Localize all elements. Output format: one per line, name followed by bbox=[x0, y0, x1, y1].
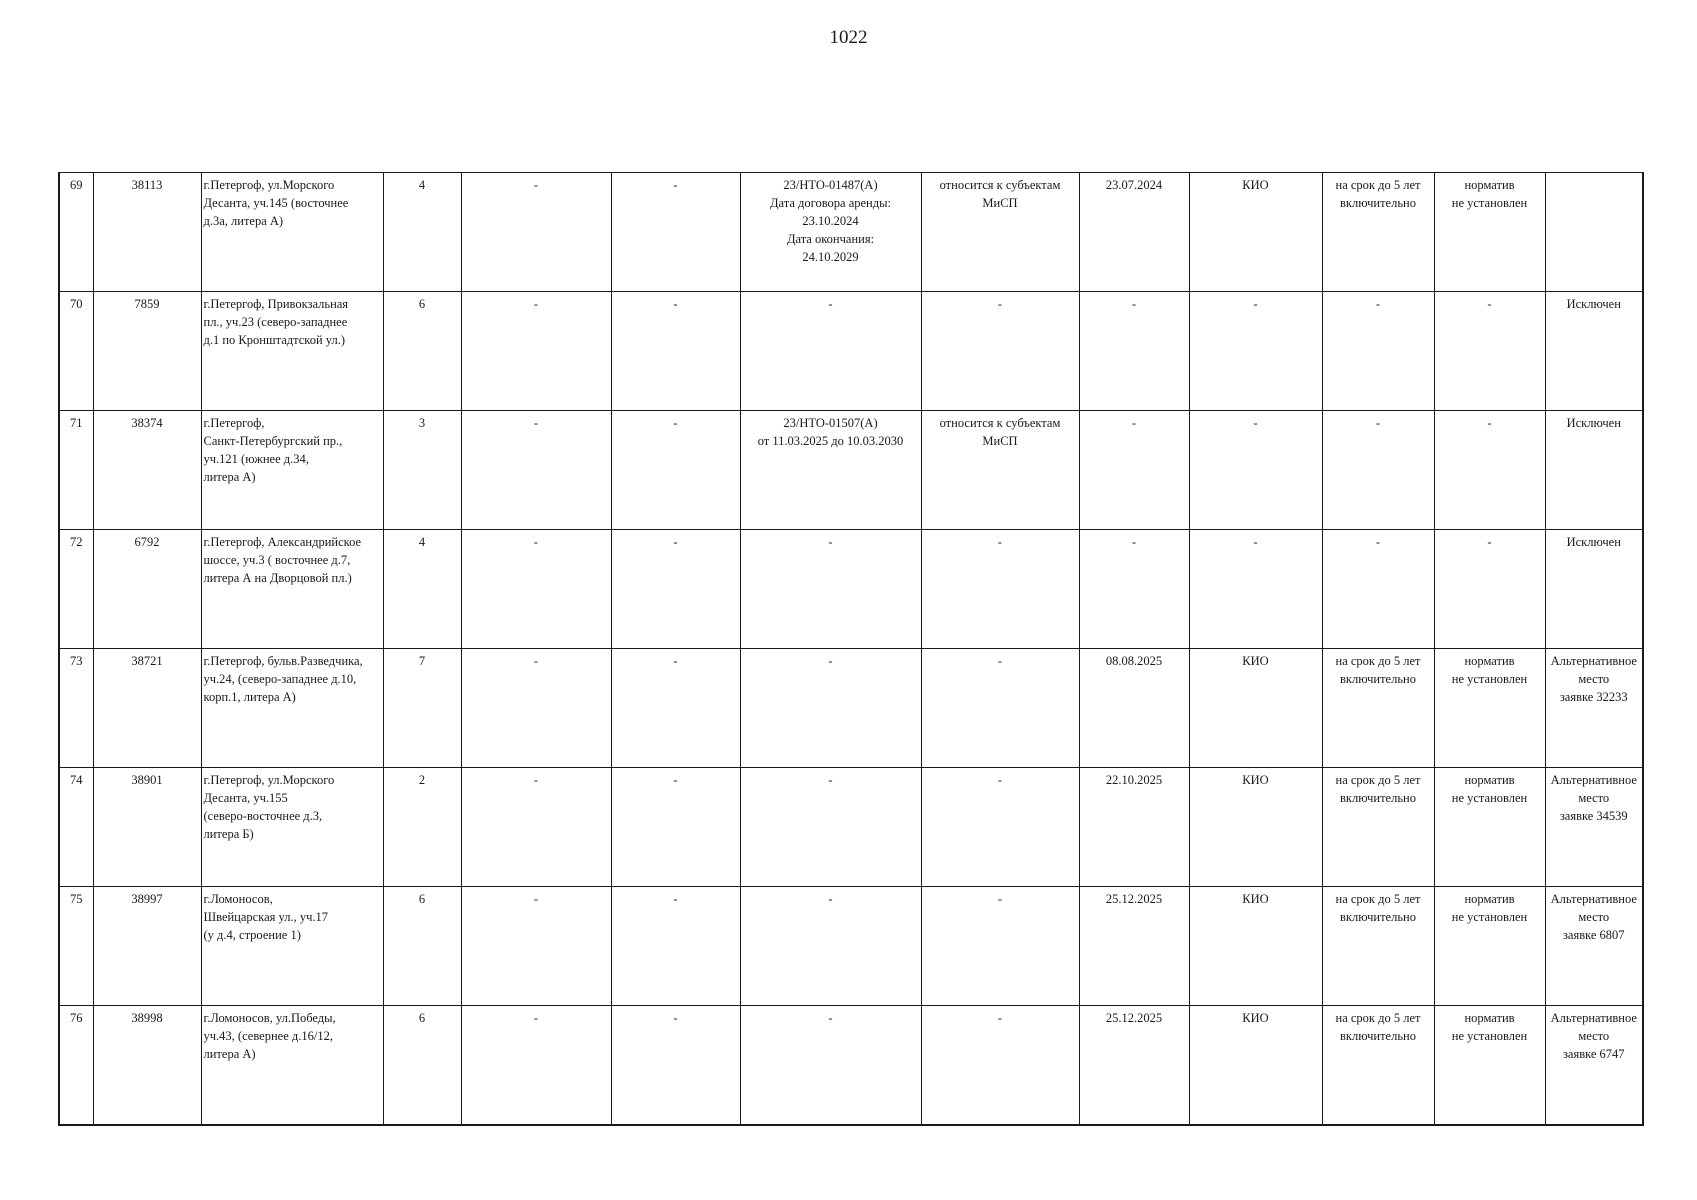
note-line: заявке 6747 bbox=[1562, 1047, 1625, 1061]
contract-line: 23/НТО-01487(А) bbox=[783, 178, 878, 192]
date-cell: 25.12.2025 bbox=[1079, 1006, 1189, 1126]
address-line: литера А на Дворцовой пл.) bbox=[203, 571, 352, 585]
norm-line: - bbox=[1487, 297, 1492, 311]
organization-cell: КИО bbox=[1189, 768, 1322, 887]
address-cell bbox=[201, 1006, 383, 1126]
norm-line: не установлен bbox=[1451, 1029, 1528, 1043]
note-line: место bbox=[1578, 791, 1610, 805]
address-line: корп.1, литера А) bbox=[203, 690, 296, 704]
address-line: г.Петергоф, ул.Морского bbox=[203, 178, 335, 192]
contract-line: - bbox=[828, 773, 833, 787]
contract-cell bbox=[740, 173, 921, 292]
address-line: Санкт-Петербургский пр., bbox=[203, 434, 343, 448]
note-line: место bbox=[1578, 910, 1610, 924]
date-cell: 23.07.2024 bbox=[1079, 173, 1189, 292]
contract-line: - bbox=[828, 535, 833, 549]
term-line: на срок до 5 лет bbox=[1335, 654, 1421, 668]
note-line: заявке 34539 bbox=[1559, 809, 1628, 823]
object-id-cell: 7859 bbox=[93, 292, 201, 411]
smsp-line: - bbox=[997, 297, 1003, 311]
term-cell bbox=[1322, 887, 1434, 1006]
table-row bbox=[59, 1006, 1643, 1126]
smsp-line: - bbox=[997, 892, 1003, 906]
quantity-cell: 3 bbox=[383, 411, 461, 530]
contract-line: - bbox=[828, 297, 833, 311]
quantity-cell: 7 bbox=[383, 649, 461, 768]
norm-line: норматив bbox=[1464, 1011, 1515, 1025]
term-cell bbox=[1322, 1006, 1434, 1126]
object-id-cell: 38997 bbox=[93, 887, 201, 1006]
object-id-cell: 6792 bbox=[93, 530, 201, 649]
col6-cell: - bbox=[611, 1006, 740, 1126]
col5-cell: - bbox=[461, 887, 611, 1006]
contract-line: 23.10.2024 bbox=[802, 214, 859, 228]
row-number-cell: 73 bbox=[59, 649, 93, 768]
note-line: заявке 32233 bbox=[1559, 690, 1628, 704]
address-line: г.Ломоносов, bbox=[203, 892, 273, 906]
quantity-cell: 2 bbox=[383, 768, 461, 887]
address-line: г.Петергоф, Александрийское bbox=[203, 535, 362, 549]
note-cell bbox=[1545, 173, 1643, 292]
address-cell bbox=[201, 173, 383, 292]
term-line: включительно bbox=[1340, 196, 1416, 210]
term-line: на срок до 5 лет bbox=[1335, 773, 1421, 787]
note-line: место bbox=[1578, 1029, 1610, 1043]
object-id-cell: 38901 bbox=[93, 768, 201, 887]
date-cell: - bbox=[1079, 530, 1189, 649]
contract-line: - bbox=[828, 654, 833, 668]
table-row bbox=[59, 887, 1643, 1006]
norm-line: норматив bbox=[1464, 773, 1515, 787]
row-number-cell: 71 bbox=[59, 411, 93, 530]
note-cell bbox=[1545, 530, 1643, 649]
contract-line: 23/НТО-01507(А) bbox=[783, 416, 878, 430]
smsp-line: - bbox=[997, 1011, 1003, 1025]
contract-cell bbox=[740, 649, 921, 768]
quantity-cell: 4 bbox=[383, 530, 461, 649]
address-line: пл., уч.23 (северо-западнее bbox=[203, 315, 348, 329]
term-line: на срок до 5 лет bbox=[1335, 178, 1421, 192]
note-line: место bbox=[1578, 672, 1610, 686]
row-number-cell: 75 bbox=[59, 887, 93, 1006]
norm-cell bbox=[1434, 292, 1545, 411]
norm-line: - bbox=[1487, 416, 1492, 430]
smsp-cell bbox=[921, 173, 1079, 292]
term-cell bbox=[1322, 649, 1434, 768]
note-line: Альтернативное bbox=[1550, 1011, 1637, 1025]
address-line: (у д.4, строение 1) bbox=[203, 928, 301, 942]
object-id-cell: 38374 bbox=[93, 411, 201, 530]
organization-cell: КИО bbox=[1189, 887, 1322, 1006]
contract-line: Дата договора аренды: bbox=[770, 196, 891, 210]
contract-cell bbox=[740, 530, 921, 649]
col6-cell: - bbox=[611, 649, 740, 768]
table-row bbox=[59, 411, 1643, 530]
note-cell bbox=[1545, 768, 1643, 887]
col6-cell: - bbox=[611, 292, 740, 411]
smsp-cell bbox=[921, 887, 1079, 1006]
term-cell bbox=[1322, 411, 1434, 530]
table-row bbox=[59, 292, 1643, 411]
term-cell bbox=[1322, 292, 1434, 411]
organization-cell: - bbox=[1189, 411, 1322, 530]
address-line: литера А) bbox=[203, 470, 256, 484]
term-cell bbox=[1322, 173, 1434, 292]
smsp-line: - bbox=[997, 654, 1003, 668]
term-line: на срок до 5 лет bbox=[1335, 892, 1421, 906]
quantity-cell: 6 bbox=[383, 887, 461, 1006]
contract-line: 24.10.2029 bbox=[802, 250, 859, 264]
contract-cell bbox=[740, 768, 921, 887]
col6-cell: - bbox=[611, 173, 740, 292]
quantity-cell: 6 bbox=[383, 1006, 461, 1126]
norm-cell bbox=[1434, 649, 1545, 768]
col5-cell: - bbox=[461, 1006, 611, 1126]
organization-cell: - bbox=[1189, 530, 1322, 649]
date-cell: - bbox=[1079, 411, 1189, 530]
norm-cell bbox=[1434, 173, 1545, 292]
note-line: Альтернативное bbox=[1550, 654, 1637, 668]
date-cell: 22.10.2025 bbox=[1079, 768, 1189, 887]
contract-line: Дата окончания: bbox=[786, 232, 875, 246]
address-cell bbox=[201, 649, 383, 768]
row-number-cell: 72 bbox=[59, 530, 93, 649]
row-number-cell: 76 bbox=[59, 1006, 93, 1126]
smsp-line: МиСП bbox=[982, 434, 1018, 448]
address-line: г.Петергоф, bbox=[203, 416, 265, 430]
smsp-cell bbox=[921, 530, 1079, 649]
smsp-line: - bbox=[997, 535, 1003, 549]
term-line: на срок до 5 лет bbox=[1335, 1011, 1421, 1025]
object-id-cell: 38113 bbox=[93, 173, 201, 292]
organization-cell: КИО bbox=[1189, 1006, 1322, 1126]
norm-cell bbox=[1434, 768, 1545, 887]
address-line: г.Ломоносов, ул.Победы, bbox=[203, 1011, 336, 1025]
note-cell bbox=[1545, 1006, 1643, 1126]
row-number-cell: 69 bbox=[59, 173, 93, 292]
quantity-cell: 6 bbox=[383, 292, 461, 411]
note-cell bbox=[1545, 649, 1643, 768]
norm-line: норматив bbox=[1464, 892, 1515, 906]
object-id-cell: 38721 bbox=[93, 649, 201, 768]
table-row bbox=[59, 530, 1643, 649]
organization-cell: КИО bbox=[1189, 173, 1322, 292]
col5-cell: - bbox=[461, 411, 611, 530]
norm-line: не установлен bbox=[1451, 791, 1528, 805]
norm-line: не установлен bbox=[1451, 196, 1528, 210]
address-line: Десанта, уч.155 bbox=[203, 791, 288, 805]
smsp-cell bbox=[921, 768, 1079, 887]
smsp-line: относится к субъектам bbox=[939, 178, 1061, 192]
object-id-cell: 38998 bbox=[93, 1006, 201, 1126]
norm-cell bbox=[1434, 1006, 1545, 1126]
smsp-cell bbox=[921, 292, 1079, 411]
col6-cell: - bbox=[611, 411, 740, 530]
address-line: Швейцарская ул., уч.17 bbox=[203, 910, 328, 924]
address-line: г.Петергоф, Привокзальная bbox=[203, 297, 349, 311]
smsp-cell bbox=[921, 649, 1079, 768]
smsp-cell bbox=[921, 411, 1079, 530]
note-line: заявке 6807 bbox=[1562, 928, 1625, 942]
term-line: включительно bbox=[1340, 910, 1416, 924]
row-number-cell: 74 bbox=[59, 768, 93, 887]
row-number-cell: 70 bbox=[59, 292, 93, 411]
norm-line: не установлен bbox=[1451, 672, 1528, 686]
col5-cell: - bbox=[461, 530, 611, 649]
note-cell bbox=[1545, 292, 1643, 411]
contract-cell bbox=[740, 1006, 921, 1126]
contract-cell bbox=[740, 887, 921, 1006]
table-row bbox=[59, 768, 1643, 887]
address-line: уч.24, (северо-западнее д.10, bbox=[203, 672, 357, 686]
address-line: литера Б) bbox=[203, 827, 254, 841]
col6-cell: - bbox=[611, 530, 740, 649]
term-line: включительно bbox=[1340, 791, 1416, 805]
table-row bbox=[59, 649, 1643, 768]
organization-cell: КИО bbox=[1189, 649, 1322, 768]
date-cell: - bbox=[1079, 292, 1189, 411]
address-cell bbox=[201, 768, 383, 887]
address-line: г.Петергоф, ул.Морского bbox=[203, 773, 335, 787]
note-cell bbox=[1545, 411, 1643, 530]
col5-cell: - bbox=[461, 292, 611, 411]
smsp-line: относится к субъектам bbox=[939, 416, 1061, 430]
smsp-line: МиСП bbox=[982, 196, 1018, 210]
registry-table bbox=[58, 172, 1644, 1126]
norm-line: норматив bbox=[1464, 178, 1515, 192]
contract-line: от 11.03.2025 до 10.03.2030 bbox=[757, 434, 904, 448]
page-number: 1022 bbox=[829, 27, 868, 48]
note-line: Альтернативное bbox=[1550, 773, 1637, 787]
note-line: Исключен bbox=[1566, 297, 1621, 311]
note-line: Исключен bbox=[1566, 416, 1621, 430]
contract-line: - bbox=[828, 892, 833, 906]
term-line: - bbox=[1375, 535, 1381, 549]
address-cell bbox=[201, 292, 383, 411]
norm-cell bbox=[1434, 411, 1545, 530]
note-line: Исключен bbox=[1566, 535, 1621, 549]
registry-body bbox=[59, 173, 1643, 1126]
address-cell bbox=[201, 530, 383, 649]
address-line: д.1 по Кронштадтской ул.) bbox=[203, 333, 345, 347]
norm-cell bbox=[1434, 887, 1545, 1006]
organization-cell: - bbox=[1189, 292, 1322, 411]
address-line: Десанта, уч.145 (восточнее bbox=[203, 196, 349, 210]
address-line: уч.43, (севернее д.16/12, bbox=[203, 1029, 333, 1043]
address-line: д.3а, литера А) bbox=[203, 214, 284, 228]
col5-cell: - bbox=[461, 768, 611, 887]
col6-cell: - bbox=[611, 768, 740, 887]
date-cell: 08.08.2025 bbox=[1079, 649, 1189, 768]
term-line: включительно bbox=[1340, 672, 1416, 686]
col5-cell: - bbox=[461, 649, 611, 768]
contract-cell bbox=[740, 292, 921, 411]
smsp-line: - bbox=[997, 773, 1003, 787]
address-line: литера А) bbox=[203, 1047, 256, 1061]
contract-line: - bbox=[828, 1011, 833, 1025]
address-line: г.Петергоф, бульв.Разведчика, bbox=[203, 654, 363, 668]
norm-line: норматив bbox=[1464, 654, 1515, 668]
col5-cell: - bbox=[461, 173, 611, 292]
quantity-cell: 4 bbox=[383, 173, 461, 292]
norm-line: не установлен bbox=[1451, 910, 1528, 924]
smsp-cell bbox=[921, 1006, 1079, 1126]
term-cell bbox=[1322, 768, 1434, 887]
address-line: шоссе, уч.3 ( восточнее д.7, bbox=[203, 553, 351, 567]
table-row bbox=[59, 173, 1643, 292]
address-cell bbox=[201, 411, 383, 530]
norm-line: - bbox=[1487, 535, 1492, 549]
note-cell bbox=[1545, 887, 1643, 1006]
col6-cell: - bbox=[611, 887, 740, 1006]
term-line: - bbox=[1375, 416, 1381, 430]
norm-cell bbox=[1434, 530, 1545, 649]
term-cell bbox=[1322, 530, 1434, 649]
contract-cell bbox=[740, 411, 921, 530]
term-line: включительно bbox=[1340, 1029, 1416, 1043]
address-line: уч.121 (южнее д.34, bbox=[203, 452, 309, 466]
address-cell bbox=[201, 887, 383, 1006]
term-line: - bbox=[1375, 297, 1381, 311]
note-line: Альтернативное bbox=[1550, 892, 1637, 906]
address-line: (северо-восточнее д.3, bbox=[203, 809, 323, 823]
date-cell: 25.12.2025 bbox=[1079, 887, 1189, 1006]
